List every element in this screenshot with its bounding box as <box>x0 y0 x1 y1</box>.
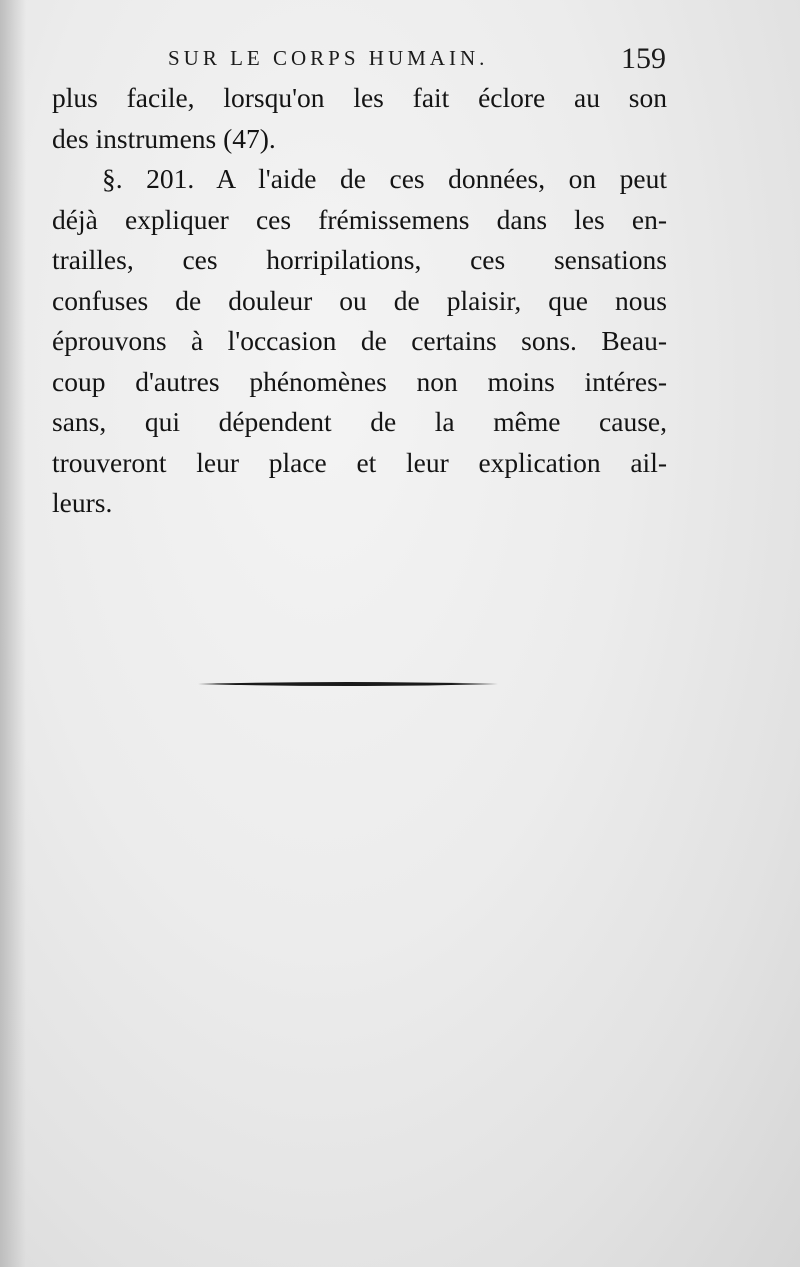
text-line: coup d'autres phénomènes non moins intéres- <box>52 365 667 397</box>
text-line: trouveront leur place et leur explication ail- <box>52 446 667 478</box>
page-number: 159 <box>621 42 666 75</box>
section-end-rule <box>198 680 498 688</box>
page-edge-shadow <box>0 0 26 1267</box>
body-paragraphs <box>52 78 667 524</box>
text-line: confuses de douleur ou de plaisir, que nous <box>52 284 667 316</box>
paragraph-start-line: §. 201. A l'aide de ces données, on peut <box>102 163 667 194</box>
text-line: leurs. <box>52 487 113 518</box>
text-line: plus facile, lorsqu'on les fait éclore au son <box>52 82 667 113</box>
running-head: SUR LE CORPS HUMAIN. <box>168 46 489 70</box>
text-line: éprouvons à l'occasion de certains sons. Beau- <box>52 325 667 356</box>
text-line: déjà expliquer ces frémissemens dans les en- <box>52 203 667 235</box>
text-line: des instrumens (47). <box>52 122 276 154</box>
text-line: trailles, ces horripilations, ces sensations <box>52 244 667 275</box>
text-line: sans, qui dépendent de la même cause, <box>52 406 667 437</box>
page-header <box>168 42 688 82</box>
